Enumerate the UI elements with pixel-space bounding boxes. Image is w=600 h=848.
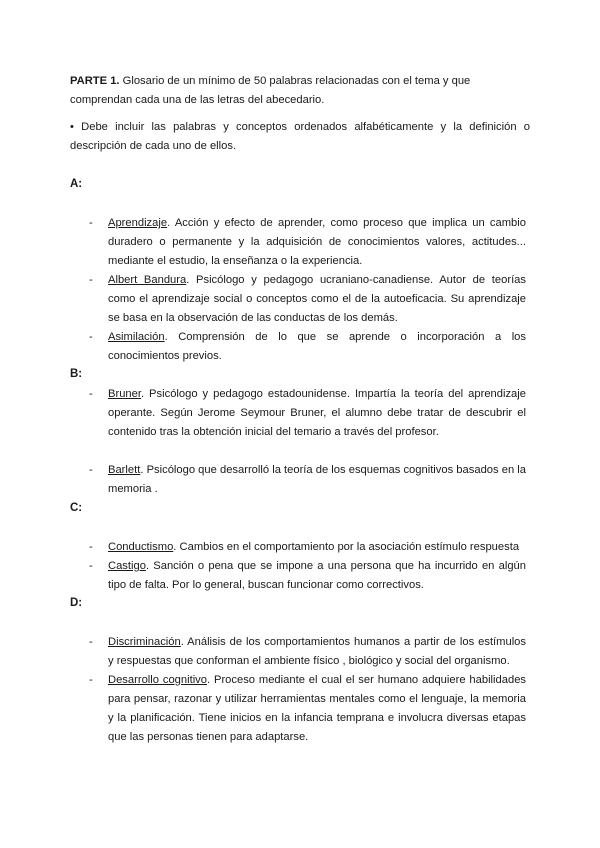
glossary-definition: . Psicólogo y pedagogo ucraniano-canadiense. Autor de teorías como el aprendizaje social o conceptos como el de la autoeficacia. Su aprendizaje se basa en la observación de las conductas de los demás. <box>108 274 526 324</box>
list-dash: - <box>89 464 93 476</box>
intro-label: PARTE 1. <box>70 75 120 87</box>
glossary-entry <box>108 633 526 671</box>
list-dash: - <box>89 674 93 686</box>
section-letter-c: C: <box>70 502 83 514</box>
glossary-entry <box>108 214 526 271</box>
glossary-term: Conductismo <box>108 541 174 553</box>
list-dash: - <box>89 560 93 572</box>
glossary-entry <box>108 385 526 442</box>
glossary-term: Discriminación <box>108 636 181 648</box>
glossary-term: Bruner <box>108 388 141 400</box>
glossary-term: Aprendizaje <box>108 217 168 229</box>
intro-text: Glosario de un mínimo de 50 palabras relacionadas con el tema y que comprendan cada una de las letras del abecedario. <box>70 75 471 106</box>
glossary-term: Barlett <box>108 464 141 476</box>
glossary-definition: . Psicólogo que desarrolló la teoría de los esquemas cognitivos basados en la memoria . <box>108 464 526 495</box>
glossary-term: Asimilación <box>108 331 165 343</box>
glossary-entry <box>108 557 526 595</box>
section-letter-a: A: <box>70 178 83 190</box>
glossary-definition: . Psicólogo y pedagogo estadounidense. Impartía la teoría del aprendizaje operante. Según Jerome Seymour Bruner, el alumno debe tratar de descubrir el contenido tras la obtención inicial del temario a través del profesor. <box>108 388 526 438</box>
intro-paragraph <box>70 72 530 110</box>
glossary-term: Castigo <box>108 560 146 572</box>
list-dash: - <box>89 217 93 229</box>
list-dash: - <box>89 331 93 343</box>
glossary-definition: . Sanción o pena que se impone a una persona que ha incurrido en algún tipo de falta. Por lo general, buscan funcionar como correctivos. <box>108 560 526 591</box>
section-letter-b: B: <box>70 368 83 380</box>
list-dash: - <box>89 541 93 553</box>
glossary-definition: . Acción y efecto de aprender, como proceso que implica un cambio duradero o permanente y la adquisición de conocimientos valores, actitudes... mediante el estudio, la enseñanza o la experiencia. <box>108 217 526 267</box>
list-dash: - <box>89 274 93 286</box>
glossary-entry <box>108 461 526 499</box>
glossary-definition: . Análisis de los comportamientos humanos a partir de los estímulos y respuestas que conforman el ambiente físico , biológico y social del organismo. <box>108 636 526 667</box>
glossary-entry <box>108 328 526 366</box>
list-dash: - <box>89 636 93 648</box>
glossary-entry <box>108 538 526 557</box>
glossary-term: Desarrollo cognitivo <box>108 674 208 686</box>
glossary-definition: . Proceso mediante el cual el ser humano adquiere habilidades para pensar, razonar y utilizar herramientas mentales como el lenguaje, la memoria y la planificación. Tiene inicios en la infancia temprana e involucra diversas etapas que las personas tienen para adaptarse. <box>108 674 527 743</box>
glossary-definition: . Cambios en el comportamiento por la asociación estímulo respuesta <box>173 541 520 553</box>
section-letter-d: D: <box>70 597 83 609</box>
glossary-term: Albert Bandura <box>108 274 187 286</box>
glossary-entry <box>108 271 526 328</box>
glossary-definition: . Comprensión de lo que se aprende o incorporación a los conocimientos previos. <box>108 331 526 362</box>
list-dash: - <box>89 388 93 400</box>
instruction-note: • Debe incluir las palabras y conceptos ordenados alfabéticamente y la definición o descripción de cada uno de ellos. <box>70 121 530 152</box>
glossary-entry <box>108 671 526 747</box>
